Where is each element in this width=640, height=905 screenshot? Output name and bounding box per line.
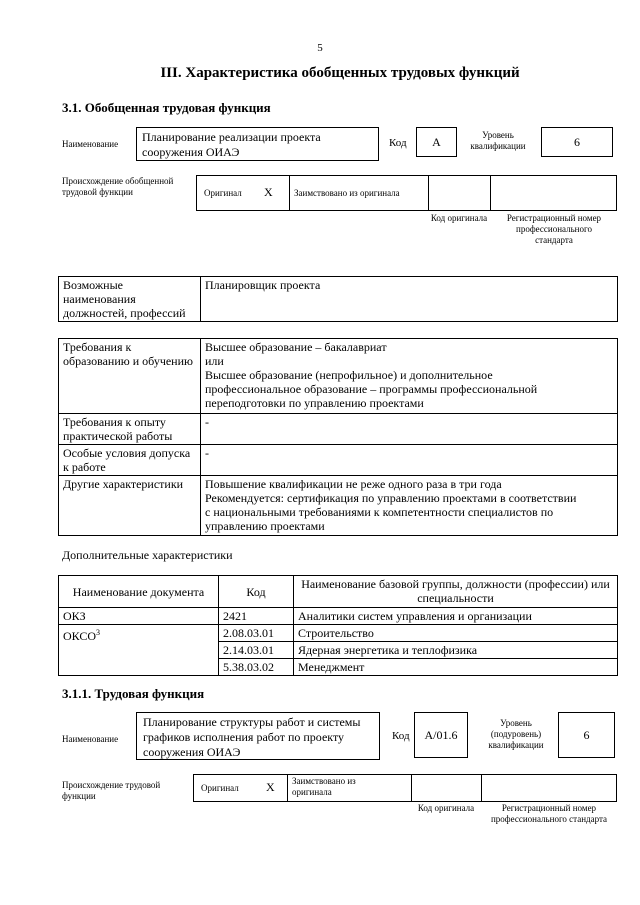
req-conditions-label: Особые условия допуска к работе: [59, 445, 201, 476]
gtf-level-value: 6: [541, 127, 613, 157]
table-row: 2.14.03.01 Ядерная энергетика и теплофизика: [59, 642, 618, 659]
tf-origin-label: Происхождение трудовой функции: [62, 780, 161, 801]
tf-original-label: Оригинал: [201, 783, 239, 793]
req-experience-value: -: [201, 414, 618, 445]
gtf-original-label: Оригинал: [204, 188, 242, 198]
page-number: 5: [317, 42, 323, 54]
extra-table: [58, 575, 618, 676]
tf-name-label: Наименование: [62, 734, 119, 744]
extra-col-code: Код: [219, 576, 294, 608]
tf-borrowed-label: Заимствовано из оригинала: [292, 776, 356, 797]
req-education-value: Высшее образование – бакалавриат или Высшее образование (непрофильное) и дополнительное профессиональное образование – программы профессиональной переподготовки по управлению проектами: [201, 339, 618, 414]
gtf-level-label: Уровень квалификации: [470, 130, 526, 151]
req-other-label: Другие характеристики: [59, 476, 201, 536]
req-other-value: Повышение квалификации не реже одного раза в три года Рекомендуется: сертификация по управлению проектами в соответствии с национальными требованиями к компетентности специалистов по управлению проектами: [201, 476, 618, 536]
extra-col-doc: Наименование документа: [59, 576, 219, 608]
gtf-code-orig-caption: Код оригинала: [430, 213, 488, 223]
positions-label: Возможные наименования должностей, профессий: [59, 277, 201, 322]
gtf-code-value: А: [416, 127, 457, 157]
tf-name-value: Планирование структуры работ и системы графиков исполнения работ по проекту сооружения ОИАЭ: [136, 712, 380, 760]
gtf-name-label: Наименование: [62, 139, 119, 149]
req-experience-label: Требования к опыту практической работы: [59, 414, 201, 445]
requirements-table: [58, 338, 618, 536]
tf-reg-caption: Регистрационный номер профессионального стандарта: [490, 803, 608, 824]
req-education-label: Требования к образованию и обучению: [59, 339, 201, 414]
tf-original-mark: Х: [266, 780, 275, 794]
gtf-borrowed-label: Заимствовано из оригинала: [294, 188, 400, 198]
tf-code-label: Код: [392, 730, 410, 742]
table-row: ОКСО$^3$ 2.08.03.01 Строительство: [59, 625, 618, 642]
gtf-origin-label: Происхождение обобщенной трудовой функции: [62, 176, 174, 197]
gtf-origin-table: [196, 175, 617, 211]
extra-col-name: Наименование базовой группы, должности (профессии) или специальности: [294, 576, 618, 608]
extra-heading: Дополнительные характеристики: [62, 548, 233, 562]
tf-code-orig-caption: Код оригинала: [417, 803, 475, 813]
tf-heading: 3.1.1. Трудовая функция: [62, 686, 205, 701]
gtf-original-mark: Х: [264, 185, 273, 199]
positions-table: [58, 276, 618, 322]
positions-value: Планировщик проекта: [201, 277, 618, 322]
tf-level-value: 6: [558, 712, 615, 758]
gtf-code-label: Код: [389, 137, 407, 149]
table-row: 5.38.03.02 Менеджмент: [59, 659, 618, 676]
section-title: III. Характеристика обобщенных трудовых функций: [160, 65, 520, 81]
gtf-heading: 3.1. Обобщенная трудовая функция: [62, 100, 271, 115]
tf-level-label: Уровень (подуровень) квалификации: [488, 718, 544, 750]
gtf-name-value: Планирование реализации проекта сооружения ОИАЭ: [136, 127, 379, 161]
table-row: ОКЗ 2421 Аналитики систем управления и организации: [59, 608, 618, 625]
gtf-reg-caption: Регистрационный номер профессионального стандарта: [506, 213, 602, 245]
tf-code-value: А/01.6: [414, 712, 468, 758]
req-conditions-value: -: [201, 445, 618, 476]
tf-origin-table: [193, 774, 617, 802]
